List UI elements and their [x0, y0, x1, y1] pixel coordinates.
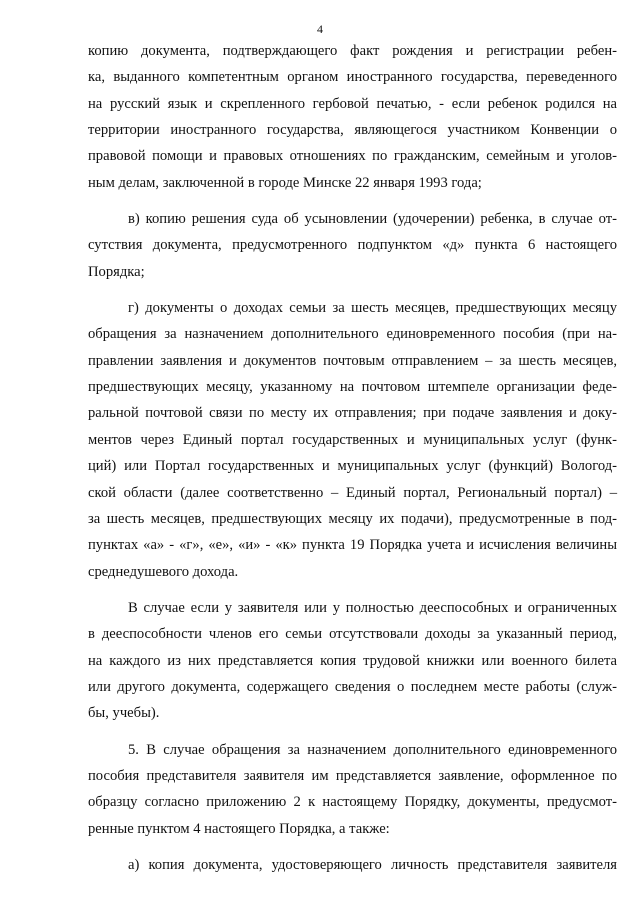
text-line: образцу согласно приложению 2 к настоящему Порядку, документы, предусмот- [88, 794, 617, 811]
text-line: копию документа, подтверждающего факт рождения и регистрации ребен- [88, 43, 617, 59]
text-line: а) копия документа, удостоверяющего личность представителя заявителя [128, 856, 617, 873]
text-line: территории иностранного государства, являющегося участником Конвенции о [88, 122, 617, 139]
text-line: на каждого из них представляется копия трудовой книжки или военного билета [88, 652, 617, 669]
text-line: в) копию решения суда об усыновлении (удочерении) ребенка, в случае от- [128, 211, 617, 228]
text-line: правовой помощи и правовых отношениях по гражданским, семейным и уголов- [88, 148, 617, 165]
text-line: сутствия документа, предусмотренного подпунктом «д» пункта 6 настоящего [88, 237, 617, 254]
text-line: ций) или Портал государственных и муниципальных услуг (функций) Вологод- [88, 458, 617, 475]
paragraph-item-v [88, 206, 617, 285]
text-line: за шесть месяцев, предшествующих месяцу их подачи), предусмотренные в под- [88, 510, 617, 527]
text-line: на русский язык и скрепленного гербовой печатью, - если ребенок родился на [88, 95, 617, 112]
paragraph-no-income [88, 595, 617, 727]
text-line: ментов через Единый портал государственных и муниципальных услуг (функ- [88, 431, 617, 448]
paragraph-item-g [88, 295, 617, 585]
text-line: ка, выданного компетентным органом иностранного государства, переведенного [88, 69, 617, 86]
paragraph-birth-registration-copy [88, 38, 617, 196]
text-line: или другого документа, содержащего сведения о последнем месте работы (служ- [88, 678, 617, 695]
text-line: пособия представителя заявителя им представляется заявление, оформленное по [88, 767, 617, 784]
paragraph-item-a [88, 852, 617, 878]
text-line: ным делам, заключенной в городе Минске 22 января 1993 года; [88, 174, 482, 191]
text-line: ской области (далее соответственно – Единый портал, Региональный портал) – [88, 484, 617, 501]
text-line: 5. В случае обращения за назначением дополнительного единовременного [128, 741, 617, 758]
document-body [88, 38, 617, 878]
text-line: среднедушевого дохода. [88, 563, 239, 580]
text-line: правлении заявления и документов почтовым отправлением – за шесть месяцев, [88, 352, 617, 369]
text-line: в дееспособности членов его семьи отсутствовали доходы за указанный период, [88, 626, 617, 643]
text-line: Порядка; [88, 263, 145, 280]
text-line: ральной почтовой связи по месту их отправления; при подаче заявления и доку- [88, 405, 617, 422]
text-line: бы, учебы). [88, 705, 160, 722]
text-line: ренные пунктом 4 настоящего Порядка, а также: [88, 820, 390, 837]
text-line: В случае если у заявителя или у полностью дееспособных и ограниченных [128, 599, 617, 616]
text-line: предшествующих месяцу, указанному на почтовом штемпеле организации феде- [88, 379, 617, 396]
page-number: 4 [317, 22, 323, 36]
text-line: пунктах «а» - «г», «е», «и» - «к» пункта 19 Порядка учета и исчисления величины [88, 537, 617, 554]
text-line: обращения за назначением дополнительного единовременного пособия (при на- [88, 326, 617, 343]
text-line: г) документы о доходах семьи за шесть месяцев, предшествующих месяцу [128, 300, 617, 317]
paragraph-point-5 [88, 737, 617, 842]
